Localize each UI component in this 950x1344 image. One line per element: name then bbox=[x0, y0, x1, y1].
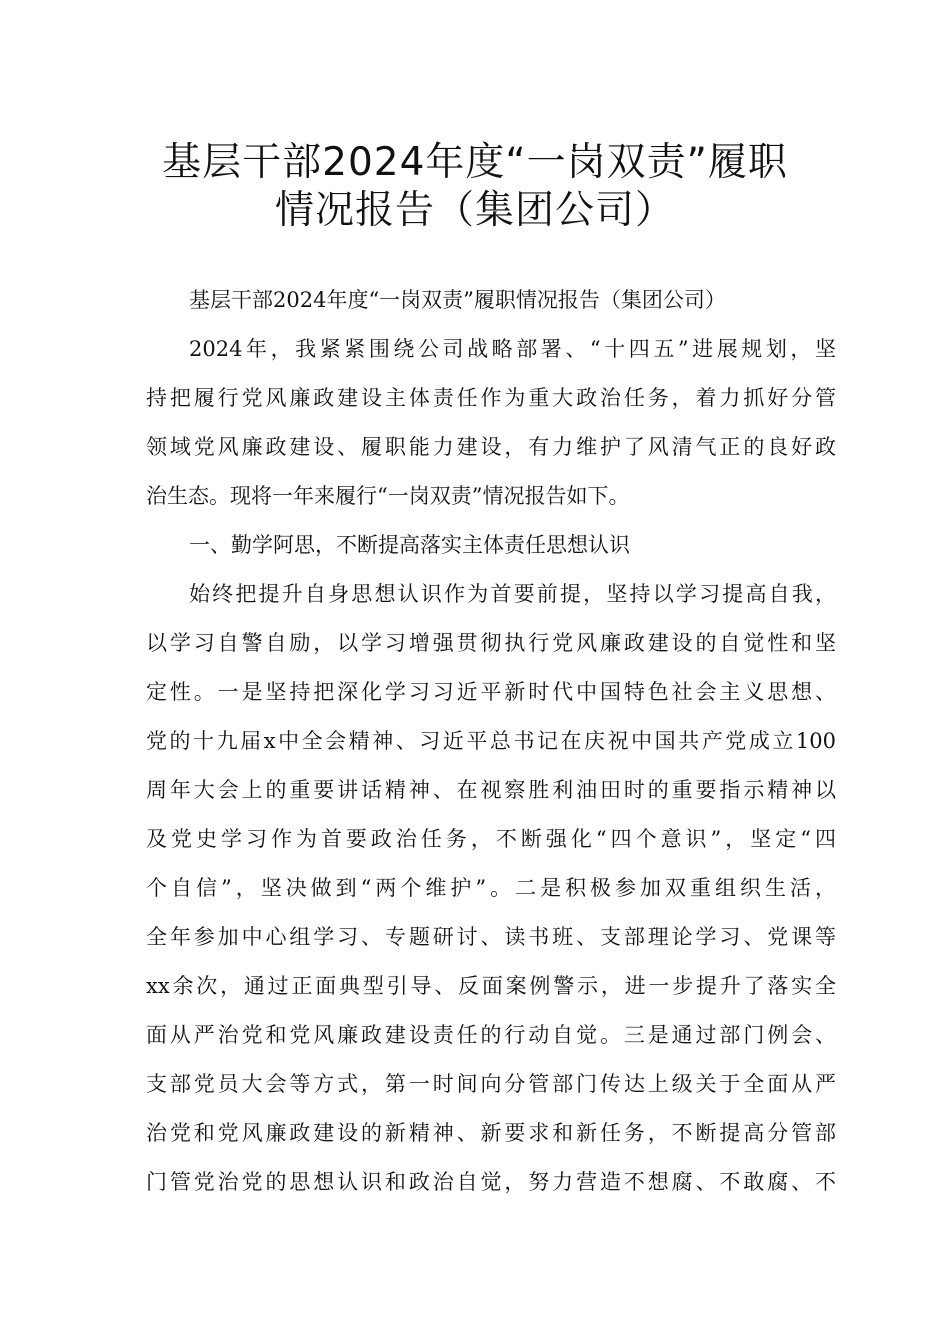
text-line: 支部党员大会等方式，第一时间向分管部门传达上级关于全面从严 bbox=[146, 1072, 836, 1096]
text-line: 及党史学习作为首要政治任务，不断强化“四个意识”，坚定“四 bbox=[146, 827, 836, 851]
section-heading-1 bbox=[146, 521, 836, 570]
text-line: 治生态。现将一年来履行“一岗双责”情况报告如下。 bbox=[146, 484, 630, 508]
paragraph-subtitle bbox=[146, 276, 836, 325]
document-title-line-2: 情况报告（集团公司） bbox=[274, 188, 675, 233]
text-line: 定性。一是坚持把深化学习习近平新时代中国特色社会主义思想、 bbox=[146, 680, 836, 704]
text-line: 2024年，我紧紧围绕公司战略部署、“十四五”进展规划，坚 bbox=[189, 337, 836, 361]
text-line: 周年大会上的重要讲话精神、在视察胜利油田时的重要指示精神以 bbox=[146, 778, 836, 802]
text-line: 一、勤学阿思，不断提高落实主体责任思想认识 bbox=[189, 533, 630, 557]
text-line: 面从严治党和党风廉政建设责任的行动自觉。三是通过部门例会、 bbox=[146, 1023, 836, 1047]
paragraph-section-1-body bbox=[146, 570, 836, 1207]
text-line: 全年参加中心组学习、专题研讨、读书班、支部理论学习、党课等 bbox=[146, 925, 836, 949]
document-body bbox=[146, 276, 836, 1207]
paragraph-intro bbox=[146, 325, 836, 521]
text-line: xx余次，通过正面典型引导、反面案例警示，进一步提升了落实全 bbox=[146, 974, 836, 998]
text-line: 治党和党风廉政建设的新精神、新要求和新任务，不断提高分管部 bbox=[146, 1121, 836, 1145]
document-title-line-1: 基层干部2024年度“一岗双责”履职 bbox=[162, 140, 788, 185]
text-line: 持把履行党风廉政建设主体责任作为重大政治任务，着力抓好分管 bbox=[146, 386, 836, 410]
text-line: 基层干部2024年度“一岗双责”履职情况报告（集团公司） bbox=[189, 288, 726, 312]
text-line: 领域党风廉政建设、履职能力建设，有力维护了风清气正的良好政 bbox=[146, 435, 836, 459]
text-line: 以学习自警自励，以学习增强贯彻执行党风廉政建设的自觉性和坚 bbox=[146, 631, 836, 655]
text-line: 始终把提升自身思想认识作为首要前提，坚持以学习提高自我， bbox=[189, 582, 836, 606]
text-line: 个自信”，坚决做到“两个维护”。二是积极参加双重组织生活， bbox=[146, 876, 836, 900]
text-line: 党的十九届x中全会精神、习近平总书记在庆祝中国共产党成立100 bbox=[146, 729, 836, 753]
text-line: 门管党治党的思想认识和政治自觉，努力营造不想腐、不敢腐、不 bbox=[146, 1170, 836, 1194]
